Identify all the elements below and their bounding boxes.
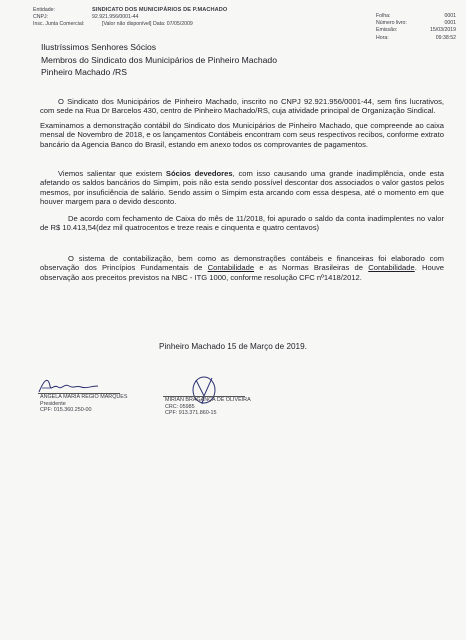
cnpj-label: CNPJ:: [33, 14, 48, 21]
paragraph-closing-balance: De acordo com fechamento de Caixa do mês de 11/2018, foi apurado o saldo da conta inadimplentes no valor de R$ 10.413,54(dez mil quatrocentos e treze reais e cinquenta e quatro centavos): [40, 214, 444, 233]
meta-row: [376, 27, 456, 34]
debtors-text: Viemos salientar que existem: [58, 169, 166, 178]
system-text-mid: e as Normas Brasileiras de: [254, 263, 369, 273]
president-role: Presidente: [40, 400, 66, 407]
underlined-term: Contabilidade: [207, 263, 255, 273]
accountant-crc: CRC: 05985: [165, 403, 195, 410]
junta-label: Insc. Junta Comercial:: [33, 21, 85, 28]
header-labels: [33, 7, 97, 29]
president-name: ANGELA MARIA REGIO MARQUES: [40, 394, 128, 400]
paragraph-debtors: [40, 169, 444, 207]
meta-value: 0001: [444, 20, 456, 27]
header-values: [92, 7, 292, 29]
signature-president: [40, 394, 127, 414]
paragraph-examination: Examinamos a demonstração contábil do Sindicato dos Municipários de Pinheiro Machado, que compreende ao caixa mensal de Novembro de 2018, e os lançamentos Contábeis encontram com seus respectivos recibos, conforme extrato bancário da Agencia Banco do Brasil, estando em anexo todos os comprovantes de pagamentos.: [40, 121, 444, 149]
meta-label: Emissão:: [376, 27, 398, 34]
place-date: Pinheiro Machado 15 de Março de 2019.: [159, 342, 307, 351]
meta-value: 09:38:52: [435, 34, 456, 41]
system-text-end: . Houve observação aos preceitos previstos na NBC - ITG 1000, conforme resolução CFC nº1418/2012.: [40, 263, 445, 282]
meta-label: Número livro:: [376, 20, 407, 27]
addressee-block: [41, 41, 277, 79]
meta-row: [376, 20, 456, 27]
header-meta: [376, 13, 456, 42]
cnpj-value: 92.921.956/0001-44: [92, 14, 139, 21]
meta-label: Hora:: [376, 34, 389, 41]
underlined-term: Contabilidade: [368, 263, 415, 273]
org-name: SINDICATO DOS MUNICIPÁRIOS DE P.MACHADO: [92, 7, 228, 13]
debtors-text-rest: , com isso causando uma grande inadimplência, onde esta afetando os saldos bancários do Simpim, pois não esta sendo possível descontar dos associados o valor gastos pelos mesmos, por insuficiência de salário. Sendo assim o Simpim esta arcando com essa despesa, até o momento em que houver margem para o devido desconto.: [40, 169, 444, 207]
meta-row: [376, 13, 456, 20]
accountant-cpf: CPF: 913.371.860-15: [165, 410, 217, 417]
debtors-emphasis: Sócios devedores: [165, 169, 233, 178]
signature-accountant: [165, 397, 251, 417]
president-cpf: CPF: 015.360.250-00: [40, 407, 92, 414]
addressee-city: Pinheiro Machado /RS: [41, 67, 127, 77]
accountant-name: MIRIAN BRAGANÇA DE OLIVEIRA: [165, 397, 251, 403]
paragraph-intro: O Sindicato dos Municipários de Pinheiro Machado, inscrito no CNPJ 92.921.956/0001-44, sem fins lucrativos, com sede na Rua Dr Barcelos 430, centro de Pinheiro Machado/RS, cuja atividade principal de Organização Sindical.: [40, 97, 444, 116]
system-text: O sistema de contabilização, bem como as demonstrações contábeis e financeiras foi elaborado com observação dos Princípios Fundamentais de: [40, 254, 444, 273]
meta-row: [376, 35, 456, 42]
meta-value: 15/03/2019: [430, 27, 456, 34]
salutation: Ilustríssimos Senhores Sócios: [41, 42, 157, 52]
entity-label: Entidade:: [33, 7, 55, 13]
junta-value: [Valor não disponível] Data: 07/05/2009: [102, 21, 193, 28]
addressee-members: Membros do Sindicato dos Municipários de Pinheiro Machado: [41, 54, 277, 65]
paragraph-accounting-system: [40, 254, 444, 282]
meta-label: Folha:: [376, 13, 391, 19]
meta-value: 0001: [444, 13, 456, 19]
